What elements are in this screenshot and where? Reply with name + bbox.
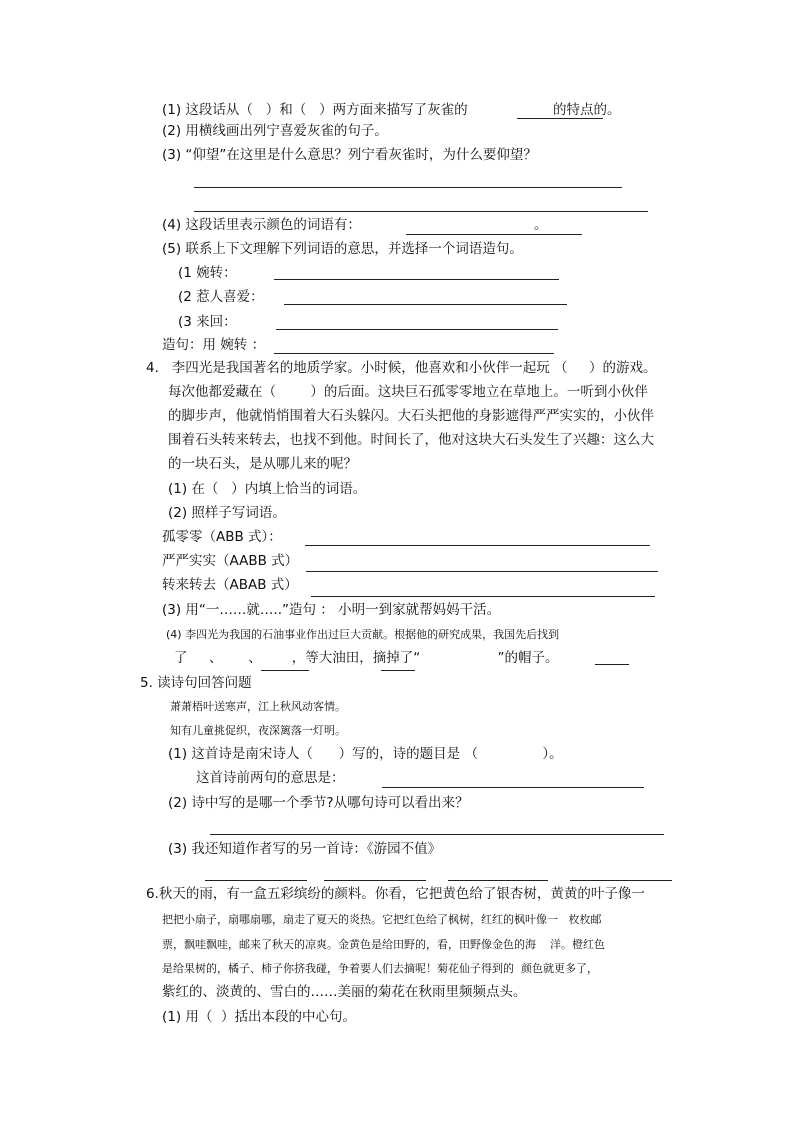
q5-poem-line-1: 萧萧梧叶送寒声，江上秋风动客情。 <box>170 700 346 713</box>
q3-word-2: (2 惹人喜爱： <box>178 289 264 305</box>
q3-item-3-answer-line-2[interactable] <box>194 211 648 212</box>
q4-sub-2: (2) 照样子写词语。 <box>168 505 286 521</box>
q3-word-1: (1 婉转： <box>178 265 237 281</box>
q5-sub-1: (1) 这首诗是南宋诗人（ ）写的，诗的题目是 （ ）。 <box>168 746 563 762</box>
q4-paragraph-line-1: 4. 李四光是我国著名的地质学家。小时候，他喜欢和小伙伴一起玩 （ ）的游戏。 <box>146 360 657 376</box>
q3-item-3: (3) “仰望”在这里是什么意思？列宁看灰雀时，为什么要仰望？ <box>162 147 537 163</box>
q4-sub-1: (1) 在（ ）内填上恰当的词语。 <box>168 481 367 497</box>
q5-meaning-line[interactable] <box>382 787 644 788</box>
q3-item-4: (4) 这段话里表示颜色的词语有： <box>162 217 361 233</box>
q3-sentence: 造句：用 婉转 ： <box>162 337 266 353</box>
q5-season-line[interactable] <box>210 834 664 835</box>
q4-sub-3: (3) 用“一……就…..”造句 ： 小明一到家就帮妈妈干活。 <box>162 602 501 618</box>
q3-item-4-blank[interactable] <box>406 234 582 235</box>
q4-oilfield-blank-1[interactable] <box>261 670 309 671</box>
q4-sub-4: (4) 李四光为我国的石油事业作出过巨大贡献。根据他的研究成果，我国先后找到 <box>166 628 560 641</box>
q5-extra-line-2[interactable] <box>324 880 426 881</box>
q5-sub-1-meaning: 这首诗前两句的意思是： <box>196 770 345 786</box>
q3-item-4-period: 。 <box>534 217 548 233</box>
q6-paragraph-line-1: 6.秋天的雨，有一盒五彩缤纷的颜料。你看，它把黄色给了银杏树，黄黄的叶子像一 <box>146 886 645 902</box>
q4-hat-blank[interactable] <box>595 664 629 665</box>
q6-paragraph-line-4: 是给果树的，橘子、柿子你挤我碰，争着要人们去摘呢！菊花仙子得到的 颜色就更多了， <box>162 962 598 975</box>
q5-sub-2: (2) 诗中写的是哪一个季节?从哪句诗可以看出来？ <box>168 795 469 811</box>
q6-paragraph-line-3: 票，飘哇飘哇，邮来了秋天的凉爽。金黄色是给田野的，看，田野像金色的海 洋。橙红色 <box>162 938 605 951</box>
q4-abab-label: 转来转去（ABAB 式） <box>162 577 298 593</box>
q5-title: 5. 读诗句回答问题 <box>140 675 252 691</box>
q6-paragraph-line-5: 紫红的、淡黄的、雪白的……美丽的菊花在秋雨里频频点头。 <box>162 984 527 1000</box>
q4-paragraph-line-2: 每次他都爱藏在（ ）的后面。这块巨石孤零零地立在草地上。一听到小伙伴 <box>168 384 648 400</box>
q4-paragraph-line-5: 的一块石头，是从哪儿来的呢？ <box>168 456 357 472</box>
q4-paragraph-line-4: 围着石头转来转去，也找不到他。时间长了，他对这块大石头发生了兴趣：这么大 <box>168 432 654 448</box>
q3-word-1-line[interactable] <box>274 279 559 280</box>
q5-extra-line-3[interactable] <box>448 880 548 881</box>
q3-item-1-tail: 的特点的。 <box>553 102 621 118</box>
q3-item-2: (2) 用横线画出列宁喜爱灰雀的句子。 <box>162 123 388 139</box>
q4-paragraph-line-3: 的脚步声，他就悄悄围着大石头躲闪。大石头把他的身影遮得严严实实的，小伙伴 <box>168 408 654 424</box>
q5-poem-line-2: 知有儿童挑促织，夜深篱落一灯明。 <box>170 724 346 737</box>
q4-oilfield-blank-2[interactable] <box>381 670 415 671</box>
q5-extra-line-1[interactable] <box>205 880 307 881</box>
q3-item-5: (5) 联系上下文理解下列词语的意思，并选择一个词语造句。 <box>162 241 523 257</box>
q3-word-2-line[interactable] <box>284 304 567 305</box>
q3-word-3: (3 来回： <box>178 314 237 330</box>
q4-abb-label: 孤零零（ABB 式）： <box>162 529 282 545</box>
q5-extra-line-4[interactable] <box>570 880 672 881</box>
q6-paragraph-line-2: 把把小扇子，扇哪扇哪，扇走了夏天的炎热。它把红色给了枫树，红红的枫叶像一 枚枚邮 <box>162 913 602 926</box>
q3-item-3-answer-line-1[interactable] <box>194 187 622 188</box>
q4-abab-line[interactable] <box>311 596 655 597</box>
q3-sentence-line[interactable] <box>274 353 554 354</box>
q3-item-1: (1) 这段话从（ ）和（ ）两方面来描写了灰雀的 <box>162 102 468 118</box>
q3-word-3-line[interactable] <box>276 329 558 330</box>
q6-sub-1: (1) 用（ ）括出本段的中心句。 <box>162 1009 356 1025</box>
q4-abb-line[interactable] <box>305 545 650 546</box>
q4-aabb-line[interactable] <box>306 571 658 572</box>
q5-sub-3: (3) 我还知道作者写的另一首诗：《游园不值》 <box>168 841 442 857</box>
q4-aabb-label: 严严实实（AABB 式） <box>162 553 299 569</box>
q4-sub-4-continued: 了 、 、 ，等大油田，摘掉了“ ”的帽子。 <box>174 650 559 666</box>
